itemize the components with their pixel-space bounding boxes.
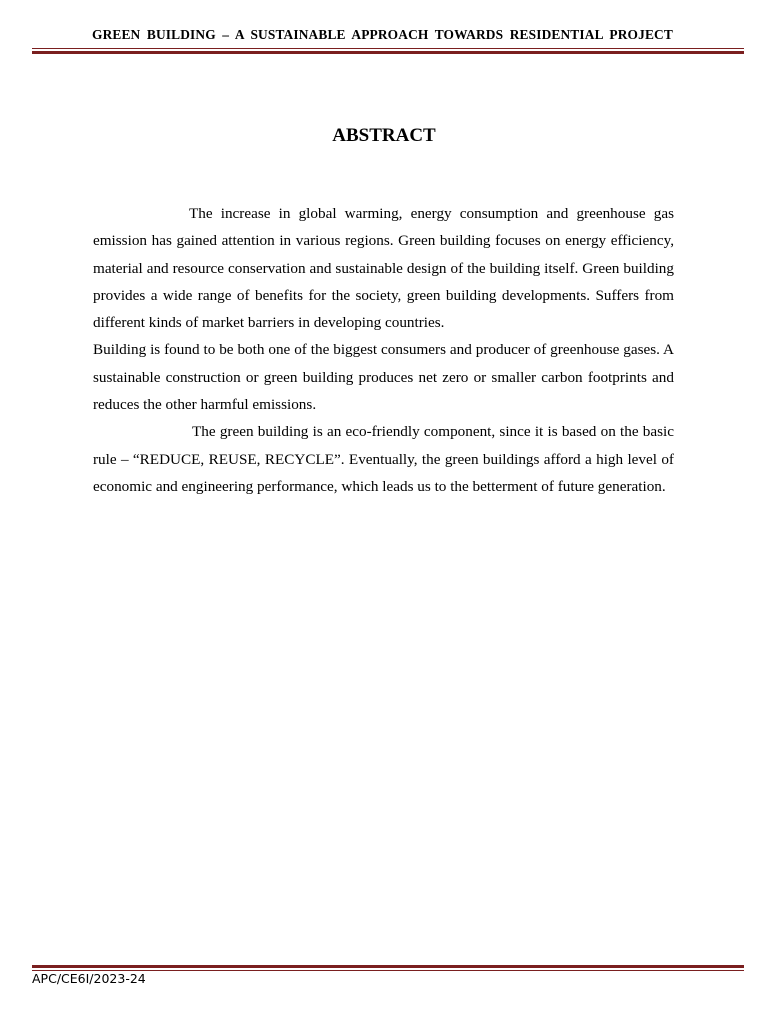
footer-course-code: APC/CE6I/2023-24	[32, 971, 146, 986]
footer-rule-thick	[32, 965, 744, 968]
page-footer	[0, 960, 768, 1024]
header-title: GREEN BUILDING – A SUSTAINABLE APPROACH TOWARDS RESIDENTIAL PROJECT	[92, 27, 673, 42]
header-rule-thick	[32, 51, 744, 54]
page-header	[0, 0, 768, 60]
abstract-paragraph-2: Building is found to be both one of the biggest consumers and producer of greenhouse gases. A sustainable construction or green building produces net zero or smaller carbon footprints and reduces the other harmful emissions.	[93, 341, 674, 414]
abstract-text	[93, 200, 674, 500]
abstract-paragraph-3: The green building is an eco-friendly component, since it is based on the basic rule – “REDUCE, REUSE, RECYCLE”. Eventually, the green buildings afford a high level of economic and engineering performance, which leads us to the betterment of future generation.	[93, 423, 674, 495]
abstract-heading: ABSTRACT	[332, 125, 436, 146]
abstract-paragraph-1: The increase in global warming, energy consumption and greenhouse gas emission has gained attention in various regions. Green building focuses on energy efficiency, material and resource conservation and sustainable design of the building itself. Green building provides a wide range of benefits for the society, green building developments. Suffers from different kinds of market barriers in developing countries.	[93, 205, 674, 332]
header-rule-thin	[32, 48, 744, 49]
